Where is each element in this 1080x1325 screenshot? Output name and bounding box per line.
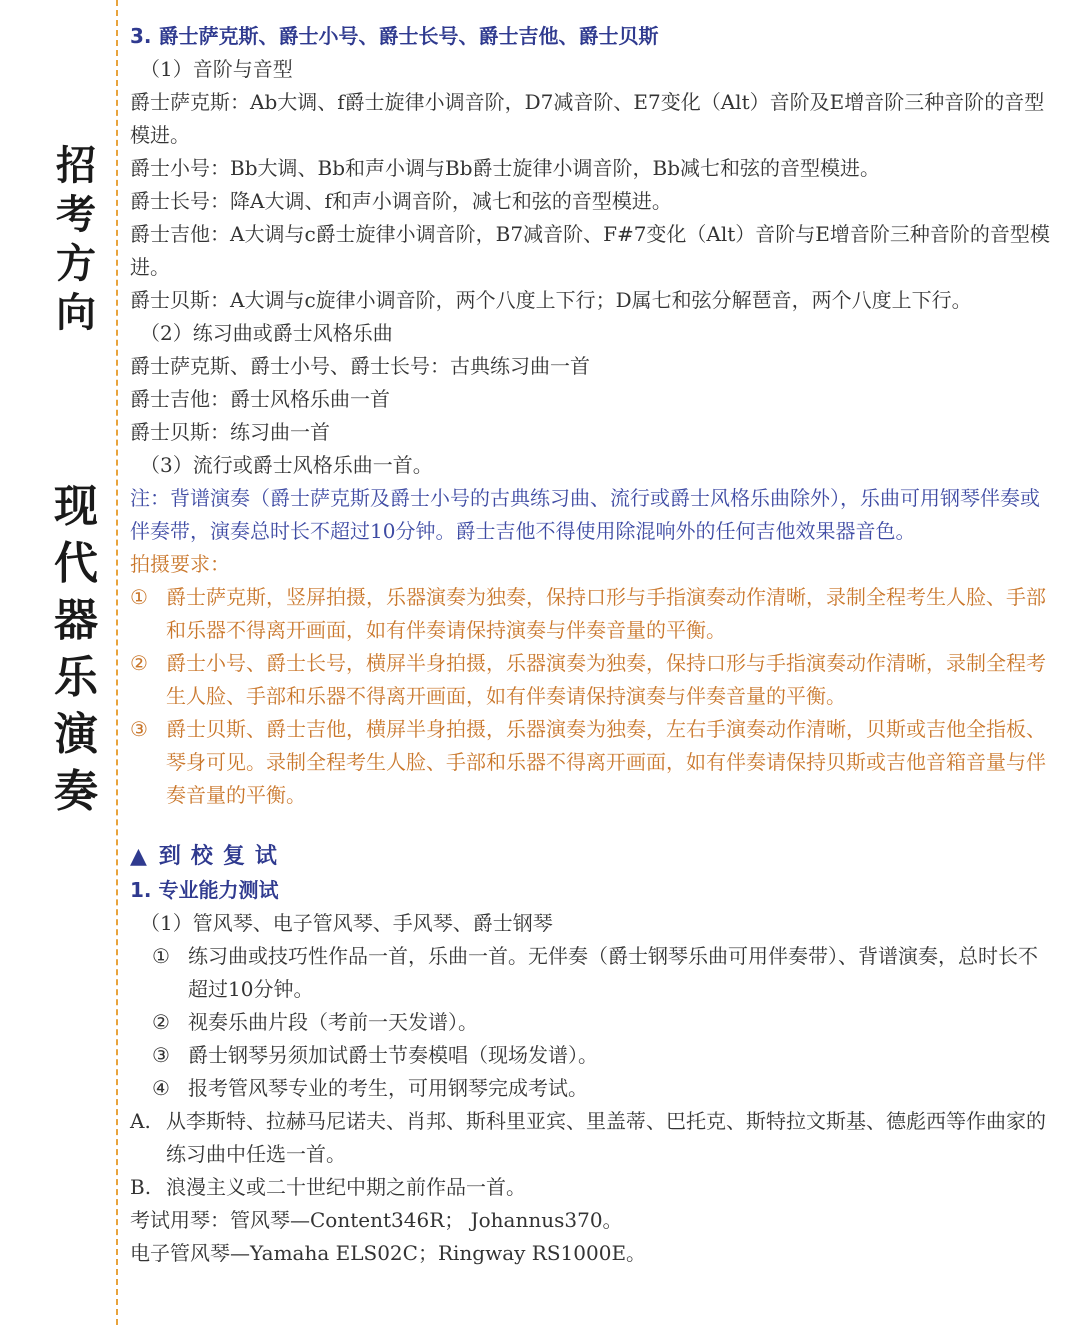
option-marker: A. <box>130 1109 151 1133</box>
list-item <box>130 1072 1050 1105</box>
list-item <box>130 1039 1050 1072</box>
item-marker: ① <box>152 944 170 968</box>
trombone-requirement: 爵士长号：降A大调、f和声小调音阶，减七和弦的音型模进。 <box>130 189 672 213</box>
item-marker: ④ <box>152 1076 170 1100</box>
list-item <box>130 1006 1050 1039</box>
sidebar-char: 现 <box>54 481 98 532</box>
sidebar-label-bottom <box>50 478 102 820</box>
document-content <box>130 20 1050 1270</box>
option-item <box>130 1171 1050 1204</box>
subsection-title: （2）练习曲或爵士风格乐曲 <box>140 321 393 345</box>
item-marker: ③ <box>152 1043 170 1067</box>
filming-item <box>130 581 1050 647</box>
item-text: 视奏乐曲片段（考前一天发谱）。 <box>188 1010 478 1034</box>
triangle-icon: ▲ <box>130 844 147 869</box>
bass-requirement: 爵士贝斯：A大调与c旋律小调音阶，两个八度上下行；D属七和弦分解琶音，两个八度上下行。 <box>130 288 972 312</box>
trumpet-requirement: 爵士小号：Bb大调、Bb和声小调与Bb爵士旋律小调音阶，Bb减七和弦的音型模进。 <box>130 156 880 180</box>
item-text: 爵士萨克斯，竖屏拍摄，乐器演奏为独奏，保持口形与手指演奏动作清晰，录制全程考生人脸、手部和乐器不得离开画面，如有伴奏请保持演奏与伴奏音量的平衡。 <box>166 585 1046 642</box>
sidebar-label-top <box>50 142 102 338</box>
section-heading: 3. 爵士萨克斯、爵士小号、爵士长号、爵士吉他、爵士贝斯 <box>130 24 659 48</box>
sidebar-char: 考 <box>56 192 96 238</box>
sidebar-char: 器 <box>54 595 98 646</box>
item-text: 报考管风琴专业的考生，可用钢琴完成考试。 <box>188 1076 588 1100</box>
section-title-text: 到校复试 <box>158 844 287 869</box>
filming-title: 拍摄要求： <box>130 552 230 576</box>
item-text: 爵士小号、爵士长号，横屏半身拍摄，乐器演奏为独奏，保持口形与手指演奏动作清晰，录制全程考生人脸、手部和乐器不得离开画面，如有伴奏请保持演奏与伴奏音量的平衡。 <box>166 651 1046 708</box>
subsection-title: （1）音阶与音型 <box>140 57 293 81</box>
sidebar-char: 乐 <box>54 652 98 703</box>
item-text: 爵士贝斯、爵士吉他，横屏半身拍摄，乐器演奏为独奏，左右手演奏动作清晰，贝斯或吉他全指板、琴身可见。录制全程考生人脸、手部和乐器不得离开画面，如有伴奏请保持贝斯或吉他音箱音量与伴奏音量的平衡。 <box>166 717 1046 807</box>
subsection-title: （3）流行或爵士风格乐曲一首。 <box>140 453 433 477</box>
section-heading: 1. 专业能力测试 <box>130 878 279 902</box>
sidebar-char: 代 <box>54 538 98 589</box>
option-item <box>130 1105 1050 1171</box>
etude-bass: 爵士贝斯：练习曲一首 <box>130 420 330 444</box>
etude-guitar: 爵士吉他：爵士风格乐曲一首 <box>130 387 390 411</box>
sidebar-char: 方 <box>56 241 96 287</box>
retest-section-title <box>130 840 1050 874</box>
sidebar-char: 演 <box>54 709 98 760</box>
item-text: 爵士钢琴另须加试爵士节奏模唱（现场发谱）。 <box>188 1043 598 1067</box>
sax-requirement: 爵士萨克斯：Ab大调、f爵士旋律小调音阶，D7减音阶、E7变化（Alt）音阶及E增音阶三种音阶的音型模进。 <box>130 90 1045 147</box>
subsection-title: （1）管风琴、电子管风琴、手风琴、爵士钢琴 <box>140 911 553 935</box>
item-marker: ② <box>152 1010 170 1034</box>
sidebar-char: 奏 <box>54 766 98 817</box>
option-text: 从李斯特、拉赫马尼诺夫、肖邦、斯科里亚宾、里盖蒂、巴托克、斯特拉文斯基、德彪西等作曲家的练习曲中任选一首。 <box>166 1109 1046 1166</box>
dashed-divider <box>116 0 118 1325</box>
exam-instrument-electronic: 电子管风琴—Yamaha ELS02C；Ringway RS1000E。 <box>130 1241 647 1265</box>
filming-item <box>130 647 1050 713</box>
option-marker: B. <box>130 1175 152 1199</box>
note-paragraph: 注：背谱演奏（爵士萨克斯及爵士小号的古典练习曲、流行或爵士风格乐曲除外），乐曲可用钢琴伴奏或伴奏带，演奏总时长不超过10分钟。爵士吉他不得使用除混响外的任何吉他效果器音色。 <box>130 486 1040 543</box>
option-text: 浪漫主义或二十世纪中期之前作品一首。 <box>166 1175 526 1199</box>
item-marker: ① <box>130 585 148 609</box>
list-item <box>130 940 1050 1006</box>
etude-brass: 爵士萨克斯、爵士小号、爵士长号：古典练习曲一首 <box>130 354 590 378</box>
exam-instrument-organ: 考试用琴：管风琴—Content346R； Johannus370。 <box>130 1208 623 1232</box>
sidebar-char: 向 <box>56 290 96 336</box>
item-marker: ③ <box>130 717 148 741</box>
sidebar-char: 招 <box>56 143 96 189</box>
item-marker: ② <box>130 651 148 675</box>
guitar-requirement: 爵士吉他：A大调与c爵士旋律小调音阶，B7减音阶、F#7变化（Alt）音阶与E增音阶三种音阶的音型模进。 <box>130 222 1050 279</box>
item-text: 练习曲或技巧性作品一首，乐曲一首。无伴奏（爵士钢琴乐曲可用伴奏带）、背谱演奏，总时长不超过10分钟。 <box>188 944 1038 1001</box>
filming-item <box>130 713 1050 812</box>
